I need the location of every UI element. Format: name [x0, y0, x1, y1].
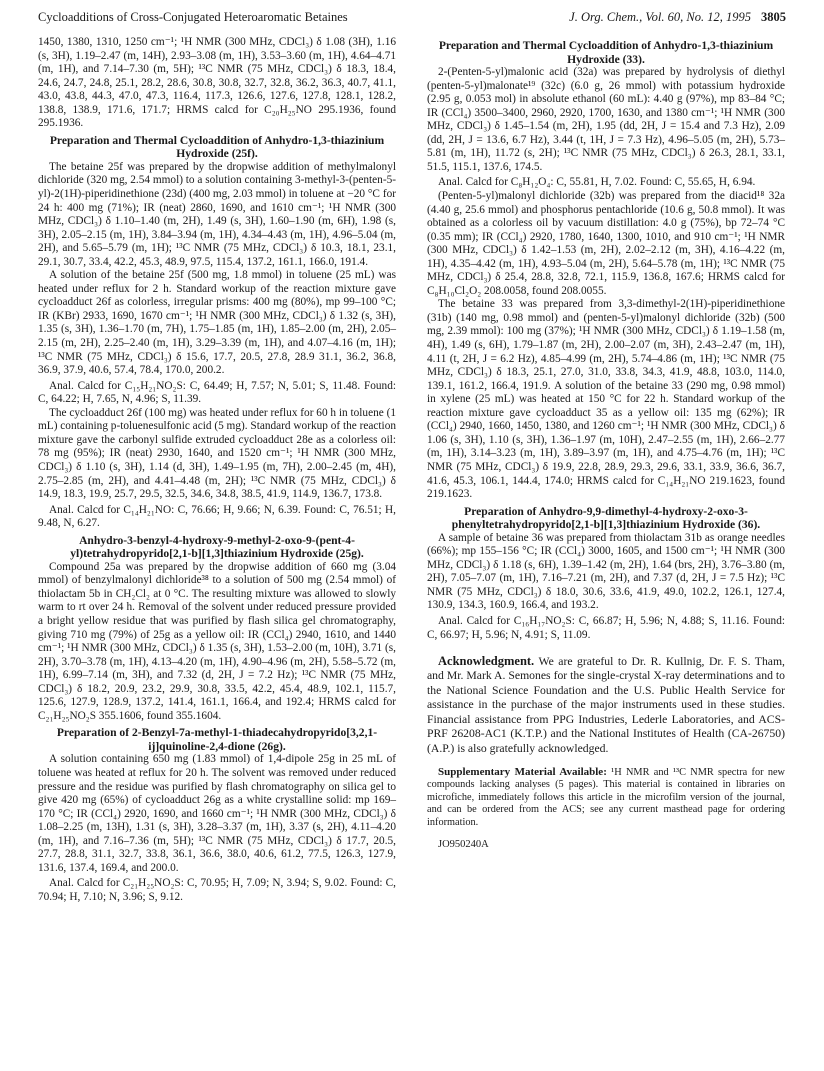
acknowledgment-heading: Acknowledgment.: [438, 654, 535, 669]
paragraph: (Penten-5-yl)malonyl dichloride (32b) was prepared from the diacid¹⁸ 32a (4.40 g, 25.6 mmol) and phosphorus pentachloride (10.6 g, 50.8 mmol). It was obtained as a colorless oil by vacuum distillation: 4.0 g (75%), bp 72–74 °C (0.35 mm); IR (CCl₄) 2920, 1780, 1640, 1300, 1010, and 910 cm⁻¹; ¹H NMR (300 MHz, CDCl₃) δ 1.42–1.53 (m, 2H), 2.02–2.12 (m, 3H), 4.16–4.22 (m, 1H), 4.35–4.42 (m, 1H), 4.93–5.04 (m, 2H), 5.64–5.78 (m, 1H); ¹³C NMR (75 MHz, CDCl₃) δ 25.4, 28.8, 32.8, 72.1, 115.9, 136.8, 167.6; HRMS calcd for C₈H₁₀Cl₂O₂ 208.0058, found 208.0055.: [427, 190, 785, 297]
paragraph: Compound 25a was prepared by the dropwise addition of 660 mg (3.04 mmol) of benzylmalonyl dichloride³⁸ to a solution of 500 mg (2.54 mmol) of thiolactam 5b in CH₂Cl₂ at 0 °C. The resulting mixture was allowed to slowly warm to rt over 24 h. Removal of the solvent under reduced pressure provided a bright yellow residue that was purified by flash silica gel chromatography, giving 710 mg (79%) of 25g as a yellow oil: IR (CCl₄) 2940, 1610, and 1440 cm⁻¹; ¹H NMR (300 MHz, CDCl₃) δ 1.35 (s, 3H), 1.53–2.00 (m, 10H), 3.71 (s, 2H), 3.70–3.78 (m, 1H), 4.13–4.20 (m, 1H), 4.90–4.96 (m, 2H), 5.58–5.72 (m, 1H), 6.99–7.14 (m, 3H), and 7.32 (d, 2H, J = 7.2 Hz); ¹³C NMR (75 MHz, CDCl₃) δ 18.2, 20.9, 23.2, 29.9, 30.8, 33.5, 42.2, 45.4, 48.9, 102.1, 115.7, 125.6, 127.9, 128.9, 137.2, 141.4, 161.1, 166.4, and 192.4; HRMS calcd for C₂₁H₂₅NO₂S 355.1606, found 355.1604.: [38, 560, 396, 722]
manuscript-code: JO950240A: [438, 838, 489, 850]
paragraph: A sample of betaine 36 was prepared from thiolactam 31b as orange needles (66%); mp 155–156 °C; IR (CCl₄) 3000, 1605, and 1500 cm⁻¹; ¹H NMR (300 MHz, CDCl₃) δ 1.18 (s, 6H), 1.39–1.42 (m, 2H), 1.64 (brs, 2H), 3.76–3.80 (m, 2H), 7.05–7.07 (m, 1H), 7.16–7.21 (m, 2H), and 7.37 (d, 2H, J = 7.5 Hz); ¹³C NMR (75 MHz, CDCl₃) δ 18.0, 30.6, 33.6, 41.9, 49.0, 102.2, 126.1, 127.4, 130.9, 134.3, 160.9, 166.4, and 193.2.: [427, 531, 785, 612]
supplementary-text: ¹H NMR and ¹³C NMR spectra for new compounds lacking analyses (5 pages). This material is contained in libraries on microfiche, immediately follows this article in the microfilm version of the journal, and can be ordered from the ACS; see any current masthead page for ordering information.: [427, 766, 785, 828]
left-column: [38, 36, 396, 904]
analysis-paragraph: Anal. Calcd for C₁₆H₁₇NO₂S: C, 66.87; H, 5.96; N, 4.88; S, 11.16. Found: C, 66.97; H, 5.96; N, 4.91; S, 11.09.: [427, 614, 785, 641]
analysis-paragraph: Anal. Calcd for C₁₄H₂₁NO: C, 76.66; H, 9.66; N, 6.39. Found: C, 76.51; H, 9.48, N, 6.27.: [38, 503, 396, 530]
supplementary-heading: Supplementary Material Available:: [438, 765, 607, 778]
section-heading: Preparation of Anhydro-9,9-dimethyl-4-hydroxy-2-oxo-3-phenyltetrahydropyrido[2,1-b][1,3]thiazinium Hydroxide (36).: [451, 504, 761, 532]
paragraph: The betaine 33 was prepared from 3,3-dimethyl-2(1H)-piperidinethione (31b) (140 mg, 0.98 mmol) and (penten-5-yl)malonyl dichloride (32b) (500 mg, 2.39 mmol): 100 mg (37%); ¹H NMR (300 MHz, CDCl₃) δ 1.19–1.58 (m, 4H), 1.49 (s, 6H), 1.79–1.87 (m, 2H), 2.00–2.07 (m, 3H), 2.43–2.47 (m, 1H), 4.11 (t, 2H, J = 6.2 Hz), 4.85–4.99 (m, 2H), 5.74–4.86 (m, 1H); ¹³C NMR (75 MHz, CDCl₃) δ 18.3, 25.1, 27.0, 31.0, 33.8, 34.3, 41.9, 48.8, 103.0, 114.0, 139.1, 161.2, 166.4, 191.9. A solution of the betaine 33 (290 mg, 0.98 mmol) in xylene (25 mL) was heated at 150 °C for 22 h. Standard workup of the reaction mixture gave cycloadduct 35 as a yellow oil: 135 mg (62%); IR (CCl₄) 2940, 1660, 1450, 1380, and 1260 cm⁻¹; ¹H NMR (300 MHz, CDCl₃) δ 1.06 (s, 3H), 1.10 (s, 3H), 1.36–1.97 (m, 10H), 2.47–2.55 (m, 1H), 2.66–2.77 (m, 1H), 3.14–3.23 (m, 1H), 3.89–3.97 (m, 1H), and 4.75–4.76 (m, 1H); ¹³C NMR (75 MHz, CDCl₃) δ 19.9, 22.8, 28.9, 29.3, 29.6, 33.1, 33.9, 36.6, 36.7, 41.6, 45.3, 106.1, 144.4, 174.0; HRMS calcd for C₁₄H₂₁NO 219.1623, found 219.1623.: [427, 298, 785, 501]
section-heading: Preparation and Thermal Cycloaddition of Anhydro-1,3-thiazinium Hydroxide (25f).: [49, 133, 385, 161]
analysis-paragraph: Anal. Calcd for C₈H₁₂O₄: C, 55.81, H, 7.02. Found: C, 55.65, H, 6.94.: [438, 176, 756, 189]
journal-name: J. Org. Chem., Vol. 60, No. 12, 1995: [569, 10, 751, 24]
paragraph: A solution of the betaine 25f (500 mg, 1.8 mmol) in toluene (25 mL) was heated under reflux for 2 h. Standard workup of the reaction mixture gave cycloadduct 26f as colorless, irregular prisms: 400 mg (80%), mp 99–100 °C; IR (KBr) 2933, 1690, 1670 cm⁻¹; ¹H NMR (300 MHz, CDCl₃) δ 1.32 (s, 3H), 1.35 (s, 3H), 1.36–1.70 (m, 7H), 1.75–1.85 (m, 1H), 1.85–2.00 (m, 2H), 2.05–2.15 (m, 2H), 2.25–2.40 (m, 1H), 3.29–3.39 (m, 1H), and 4.07–4.16 (m, 1H); ¹³C NMR (75 MHz, CDCl₃) δ 15.6, 17.7, 20.5, 27.8, 28.9 31.1, 36.2, 36.8, 36.9, 37.9, 40.6, 57.4, 78.4, 170.0, 200.2.: [38, 269, 396, 377]
paragraph: 1450, 1380, 1310, 1250 cm⁻¹; ¹H NMR (300 MHz, CDCl₃) δ 1.08 (3H), 1.16 (s, 3H), 1.19–2.47 (m, 14H), 2.93–3.08 (m, 1H), 3.53–3.60 (m, 1H), 4.64–4.71 (m, 1H), and 7.14–7.30 (m, 5H); ¹³C NMR (75 MHz, CDCl₃) δ 18.3, 18.4, 24.6, 24.7, 24.8, 25.1, 28.2, 28.6, 30.8, 30.8, 32.7, 32.8, 36.2, 36.3, 40.7, 41.1, 43.0, 43.8, 44.3, 47.0, 47.3, 116.4, 117.3, 126.6, 127.6, 127.8, 128.1, 128.2, 138.8, 138.9, 171.6, 171.7; HRMS calcd for C₂₀H₂₅NO 295.1936, found 295.1936.: [38, 36, 396, 130]
paragraph: 2-(Penten-5-yl)malonic acid (32a) was prepared by hydrolysis of diethyl (penten-5-yl)malonate¹⁹ (32c) (6.0 g, 26 mmol) with potassium hydroxide (2.95 g, 0.053 mol) in absolute ethanol (60 mL): 4.40 g (97%), mp 83–84 °C; IR (CCl₄) 3500–3400, 2960, 2920, 1700, 1630, and 1380 cm⁻¹; ¹H NMR (300 MHz, CDCl₃) δ 1.45–1.54 (m, 2H), 1.95 (dd, 2H, J = 15.4 and 7.3 Hz), 2.09 (dd, 2H, J = 13.6, 6.7 Hz), 3.44 (t, 1H, J = 7.3 Hz), 4.96–5.05 (m, 2H), 5.73–5.81 (m, 1H), 11.72 (s, 2H); ¹³C NMR (75 MHz, CDCl₃) δ 26.3, 28.1, 33.1, 51.5, 115.1, 137.6, 174.5.: [427, 66, 785, 173]
section-heading: Anhydro-3-benzyl-4-hydroxy-9-methyl-2-oxo-9-(pent-4-yl)tetrahydropyrido[2,1-b][1,3]thiazinium Hydroxide (25g).: [70, 533, 364, 561]
acknowledgment: [427, 654, 785, 756]
paragraph: The betaine 25f was prepared by the dropwise addition of methylmalonyl dichloride (320 mg, 2.54 mmol) to a solution containing 3-methyl-3-(penten-5-yl)-2(1H)-piperidinethione (23d) (400 mg, 2.03 mmol) in toluene at −20 °C for 24 h: 400 mg (71%); IR (neat) 2860, 1690, and 1610 cm⁻¹; ¹H NMR (300 MHz, CDCl₃) δ 1.10–1.40 (m, 2H), 1.49 (s, 3H), 1.60–1.90 (m, 6H), 1.98 (s, 3H), 2.05–2.15 (m, 1H), 3.84–3.94 (m, 1H), 4.34–4.43 (m, 1H), 4.96–5.04 (m, 2H), and 5.65–5.79 (m, 1H); ¹³C NMR (75 MHz, CDCl₃) δ 10.3, 18.1, 23.1, 29.1, 30.7, 33.4, 42.2, 45.3, 48.9, 97.5, 115.4, 137.2, 161.1, 166.0, 191.4.: [38, 160, 396, 268]
paragraph: The cycloadduct 26f (100 mg) was heated under reflux for 60 h in toluene (1 mL) containing p-toluenesulfonic acid (5 mg). Standard workup of the reaction mixture gave the carbonyl sulfide extruded cycloadduct 28e as a colorless oil: 78 mg (95%); IR (neat) 2930, 1640, and 1520 cm⁻¹; ¹H NMR (300 MHz, CDCl₃) δ 1.10 (s, 3H), 1.14 (d, 3H), 1.49–1.95 (m, 7H), 2.00–2.45 (m, 4H), 2.75–2.85 (m, 2H), and 4.41–4.48 (m, 2H); ¹³C NMR (75 MHz, CDCl₃) δ 14.9, 18.3, 19.9, 25.7, 29.5, 32.5, 34.6, 34.8, 38.5, 41.9, 114.9, 136.7, 173.8.: [38, 406, 396, 501]
running-title: Cycloadditions of Cross-Conjugated Heteroaromatic Betaines: [38, 10, 348, 24]
analysis-paragraph: Anal. Calcd for C₂₁H₂₅NO₂S: C, 70.95; H, 7.09; N, 3.94; S, 9.02. Found: C, 70.94; H, 7.10; N, 3.96; S, 9.12.: [38, 877, 396, 903]
section-heading: Preparation and Thermal Cycloaddition of Anhydro-1,3-thiazinium Hydroxide (33).: [438, 39, 774, 66]
analysis-paragraph: Anal. Calcd for C₁₅H₂₁NO₂S: C, 64.49; H, 7.57; N, 5.01; S, 11.48. Found: C, 64.22; H, 7.65, N, 4.96; S, 11.39.: [38, 379, 396, 406]
running-header: [38, 10, 786, 30]
section-heading: Preparation of 2-Benzyl-7a-methyl-1-thiadecahydropyrido[3,2,1-ij]quinoline-2,4-dione (26g).: [56, 726, 378, 753]
page-number: 3805: [761, 10, 786, 24]
journal-citation: [569, 10, 786, 25]
paragraph: A solution containing 650 mg (1.83 mmol) of 1,4-dipole 25g in 25 mL of toluene was heated at reflux for 20 h. The solvent was removed under reduced pressure and the residue was purified by flash chromatography on silica gel to give 420 mg (65%) of cycloadduct 26g as a white crystalline solid: mp 169–170 °C; IR (CCl₄) 2920, 1690, and 1660 cm⁻¹; ¹H NMR (300 MHz, CDCl₃) δ 1.08–2.25 (m, 13H), 1.31 (s, 3H), 3.28–3.37 (m, 1H), 3.37 (s, 2H), 4.11–4.20 (m, 1H), and 7.16–7.36 (m, 5H); ¹³C NMR (75 MHz, CDCl₃) δ 17.7, 20.5, 27.7, 28.8, 31.1, 32.7, 33.8, 36.1, 36.6, 38.0, 40.6, 61.2, 77.5, 126.3, 127.9, 131.6, 137.4, 169.4, and 200.0.: [38, 753, 396, 874]
supplementary-material: [427, 766, 785, 829]
right-column: [427, 36, 785, 851]
acknowledgment-text: We are grateful to Dr. R. Kullnig, Dr. F. S. Tham, and Mr. Mark A. Semones for the single-crystal X-ray determinations and to the National Science Foundation and the U.S. Public Health Service for assistance in the purchase of the major instruments used in these studies. Financial assistance from PPG Industries, Lederle Laboratories, and ACS-PRF 26208-AC1 (K.T.P.) and the National Institutes of Health (CA-26750) (A.P.) is also gratefully acknowledged.: [427, 655, 785, 755]
